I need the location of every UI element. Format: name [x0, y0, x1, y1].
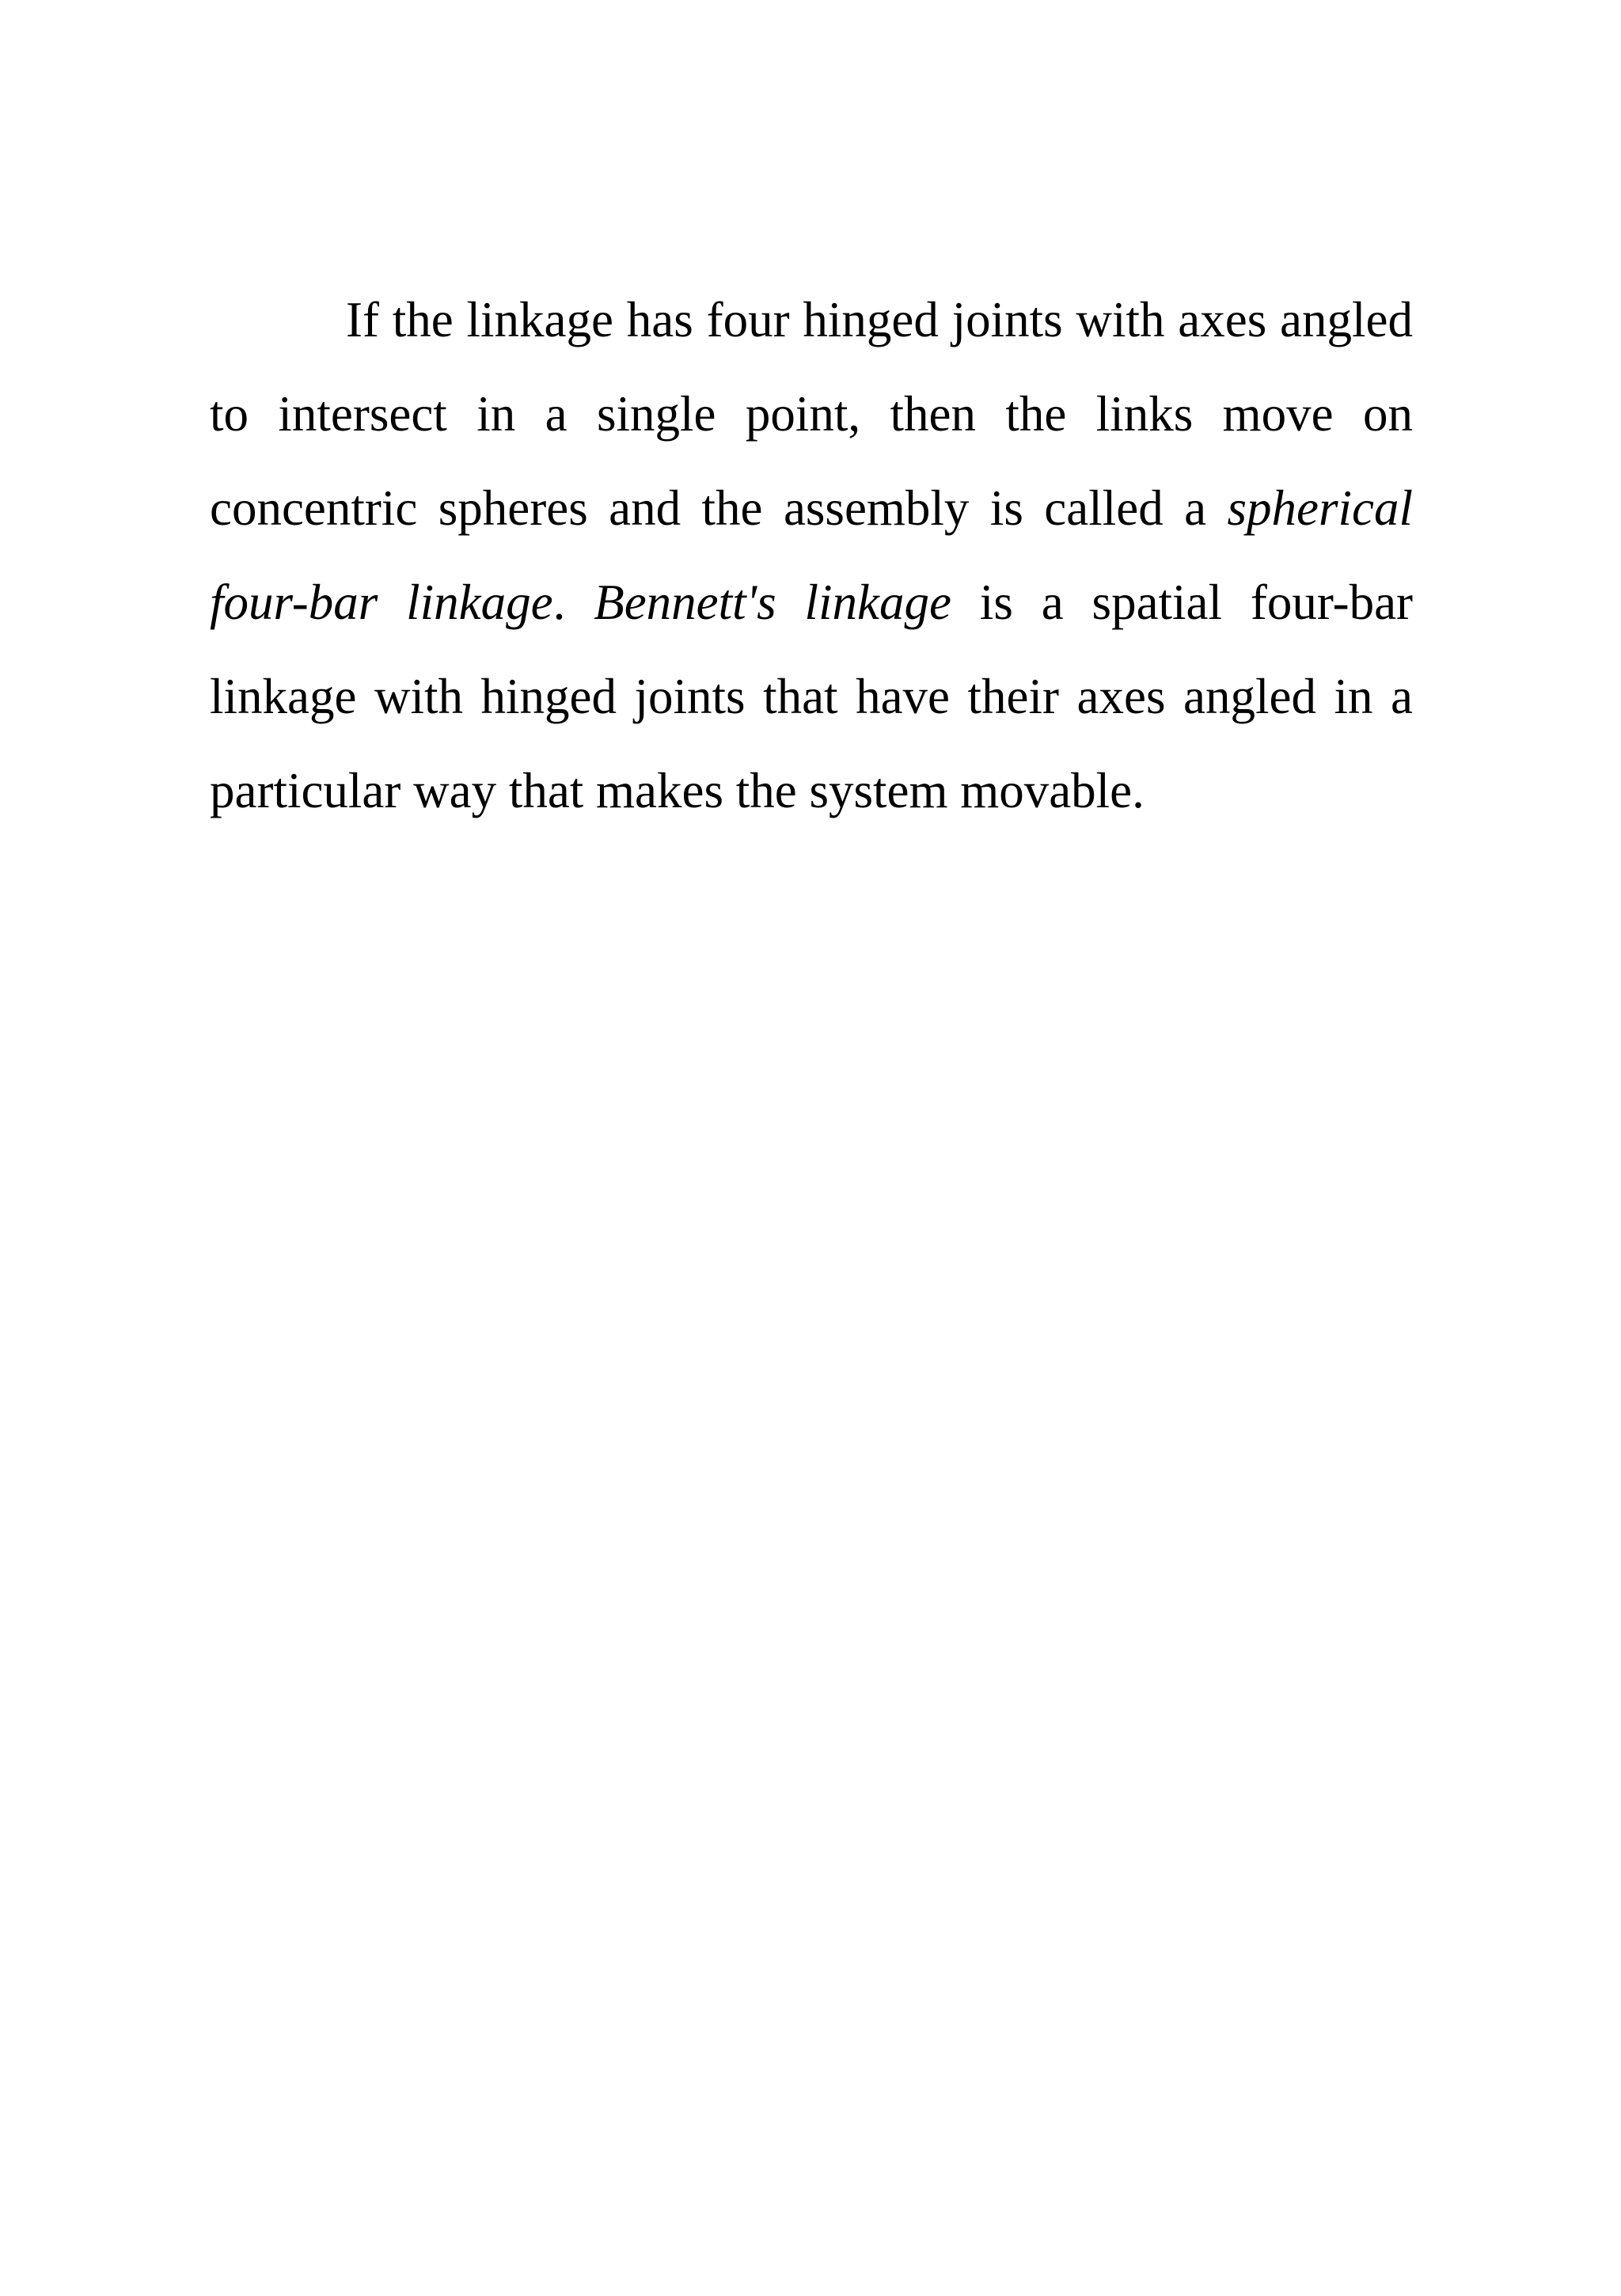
- paragraph-text-2: .: [552, 575, 594, 630]
- term-bennetts-linkage: Bennett's linkage: [594, 575, 951, 630]
- body-text: [210, 273, 1413, 838]
- term-spherical-four-bar-linkage: spherical four-bar linkage: [210, 480, 1413, 630]
- paragraph-text-3: is a spatial four-bar linkage with hinged joints that have their axes angled in a particular way that makes the system movable.: [210, 575, 1414, 818]
- paragraph: [210, 273, 1413, 838]
- paragraph-text-1: If the linkage has four hinged joints with axes angled to intersect in a single point, then the links move on concentric spheres and the assembly is called a: [210, 292, 1413, 536]
